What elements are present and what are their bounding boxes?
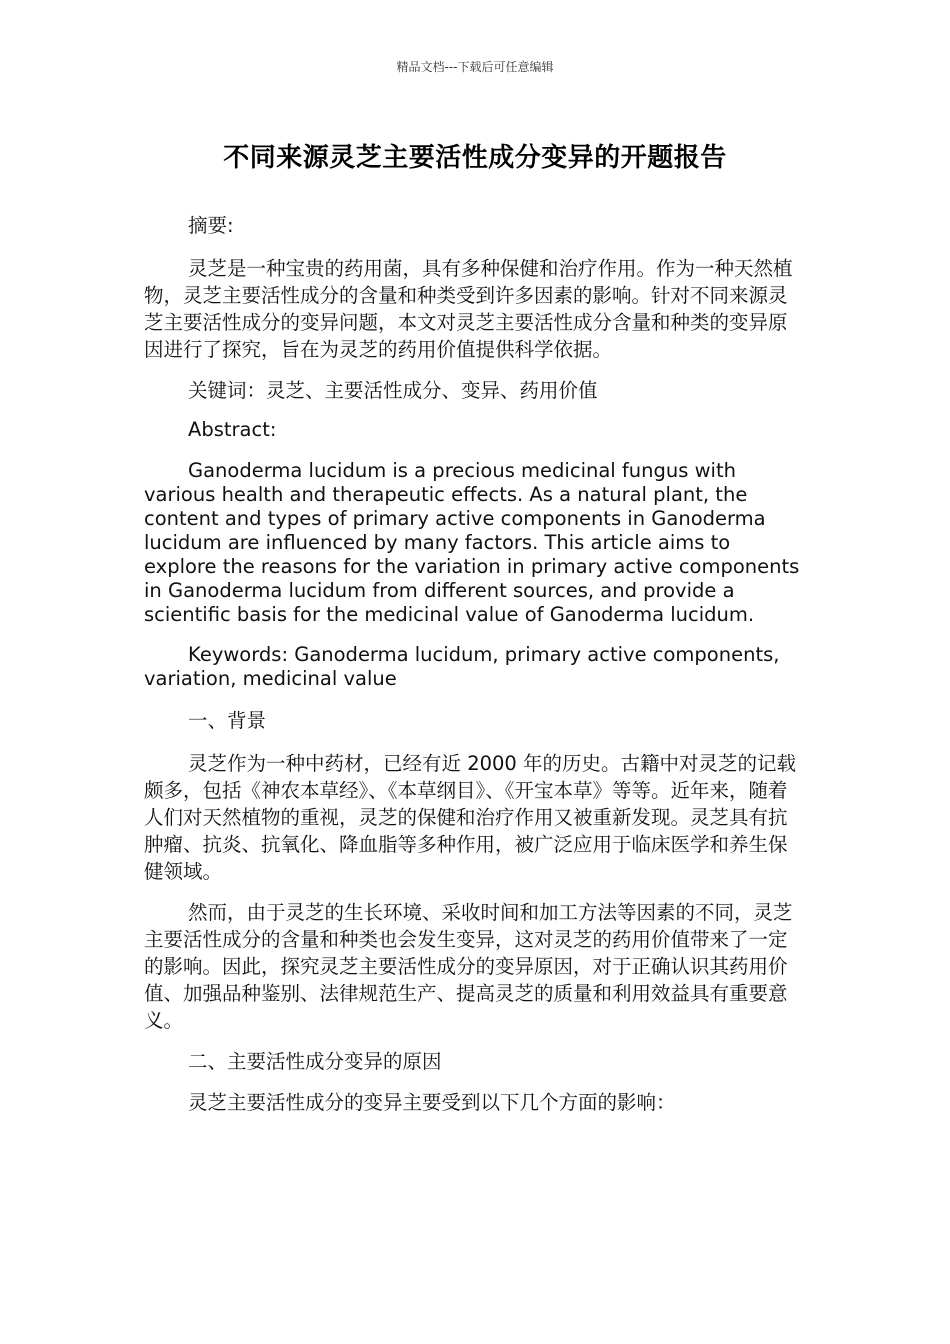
section-2-intro: 灵芝主要活性成分的变异主要受到以下几个方面的影响：	[188, 1091, 676, 1114]
document-title: 不同来源灵芝主要活性成分变异的开题报告	[223, 143, 727, 173]
section-1-paragraph-2: 然而，由于灵芝的生长环境、采收时间和加工方法等因素的不同，灵芝主要活性成分的含量和种类也会发生变异，这对灵芝的药用价值带来了一定的影响。因此，探究灵芝主要活性成分的变异原因，对于正确认识其药用价值、加强品种鉴别、法律规范生产、提高灵芝的质量和利用效益具有重要意义。	[144, 901, 793, 1032]
abstract-en-body: Ganoderma lucidum is a precious medicinal fungus with various health and therapeutic effects. As a natural plant, the content and types of primary active components in Ganoderma lucidum are influenced by many factors. This article aims to explore the reasons for the variation in primary active components in Ganoderma lucidum from different sources, and provide a scientific basis for the medicinal value of Ganoderma lucidum.	[144, 459, 800, 626]
abstract-en-heading: Abstract:	[188, 418, 277, 441]
header-note: 精品文档---下载后可任意编辑	[396, 60, 554, 74]
abstract-en-keywords: Keywords: Ganoderma lucidum, primary active components, variation, medicinal value	[144, 643, 780, 690]
document-body	[144, 212, 806, 1116]
section-2-heading: 二、主要活性成分变异的原因	[188, 1050, 442, 1073]
section-1-paragraph-1: 灵芝作为一种中药材，已经有近 2000 年的历史。古籍中对灵芝的记载颇多，包括《神农本草经》、《本草纲目》、《开宝本草》等等。近年来，随着人们对天然植物的重视，灵芝的保健和治疗作用又被重新发现。灵芝具有抗肿瘤、抗炎、抗氧化、降血脂等多种作用，被广泛应用于临床医学和养生保健领域。	[144, 752, 797, 883]
abstract-cn-heading: 摘要:	[188, 214, 234, 237]
abstract-cn-keywords: 关键词：灵芝、主要活性成分、变异、药用价值	[188, 379, 598, 402]
section-1-heading: 一、背景	[188, 709, 267, 732]
abstract-cn-body: 灵芝是一种宝贵的药用菌，具有多种保健和治疗作用。作为一种天然植物，灵芝主要活性成分的含量和种类受到许多因素的影响。针对不同来源灵芝主要活性成分的变异问题，本文对灵芝主要活性成分含量和种类的变异原因进行了探究，旨在为灵芝的药用价值提供科学依据。	[144, 257, 793, 361]
